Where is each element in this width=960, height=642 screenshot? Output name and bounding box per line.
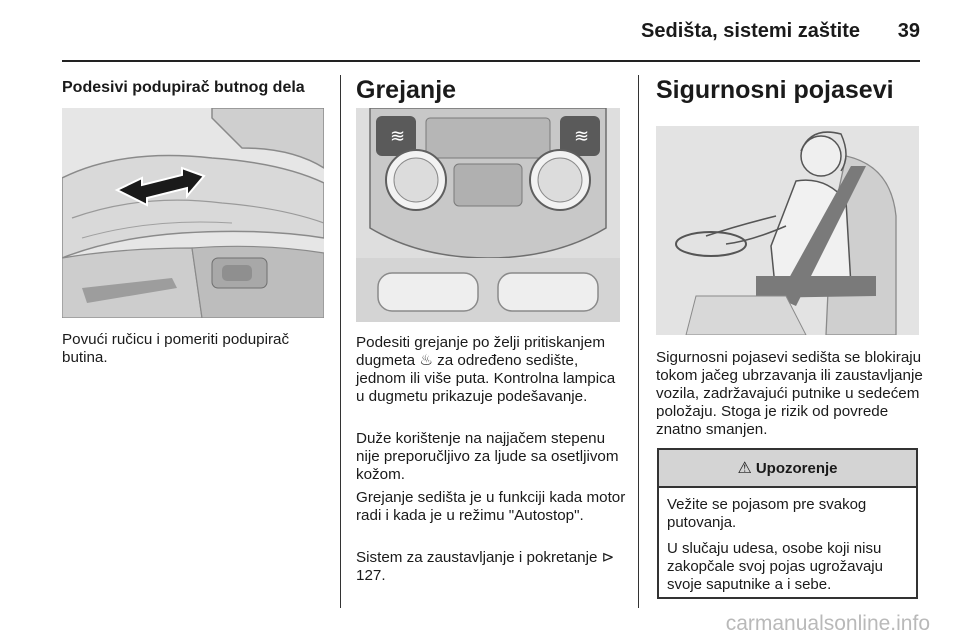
warning-paragraph-2: U slučaju udesa, osobe koji nisu zakopčale svoj pojas ugrožavaju svoje saputnike a i sebe.: [667, 540, 883, 593]
page-number: 39: [897, 20, 920, 42]
warning-box: [657, 448, 918, 599]
column-divider-1: [340, 75, 341, 608]
column-divider-2: [638, 75, 639, 608]
header-rule: [62, 60, 920, 62]
thigh-support-text: Povući ručicu i pomeriti podupirač butina.: [62, 331, 290, 366]
heating-paragraph-2: Duže korištenje na najjačem stepenu nije preporučljivo za ljude sa osetljivom kožom.: [356, 430, 619, 483]
svg-text:≋: ≋: [574, 126, 590, 147]
seat-belts-heading: Sigurnosni pojasevi: [656, 76, 894, 104]
watermark: carmanualsonline.info: [725, 612, 930, 635]
warning-paragraph-1: Vežite se pojasom pre svakog putovanja.: [667, 496, 867, 531]
page-header-title: Sedišta, sistemi zaštite: [641, 20, 860, 42]
warning-box-header: [659, 450, 916, 488]
seat-belts-text: Sigurnosni pojasevi sedišta se blokiraju tokom jačeg ubrzavanja ili zaustavljanje vozila, zadržavajući putnike u sedećem položaju. Stoga je rizik od povrede znatno smanjen.: [656, 349, 923, 438]
seat-belt-illustration: [656, 126, 919, 335]
heating-paragraph-4: Sistem za zaustavljanje i pokretanje ⊳ 127.: [356, 549, 615, 584]
svg-text:≋: ≋: [390, 126, 406, 147]
heating-paragraph-1: Podesiti grejanje po želji pritiskanjem dugmeta ♨ za određeno sedište, jednom ili više puta. Kontrolna lampica u dugmetu prikazuje podešavanje.: [356, 334, 616, 405]
thigh-support-illustration: [62, 108, 324, 318]
warning-title: Upozorenje: [755, 459, 838, 477]
thigh-support-heading: Podesivi podupirač butnog dela: [62, 79, 305, 96]
warning-box-body: [659, 488, 916, 594]
heating-paragraph-3: Grejanje sedišta je u funkciji kada motor radi i kada je u režimu "Autostop".: [356, 489, 626, 524]
warning-triangle-icon: ⚠: [737, 460, 752, 477]
heating-heading: Grejanje: [356, 76, 457, 104]
seat-heating-controls-illustration: [356, 108, 620, 322]
